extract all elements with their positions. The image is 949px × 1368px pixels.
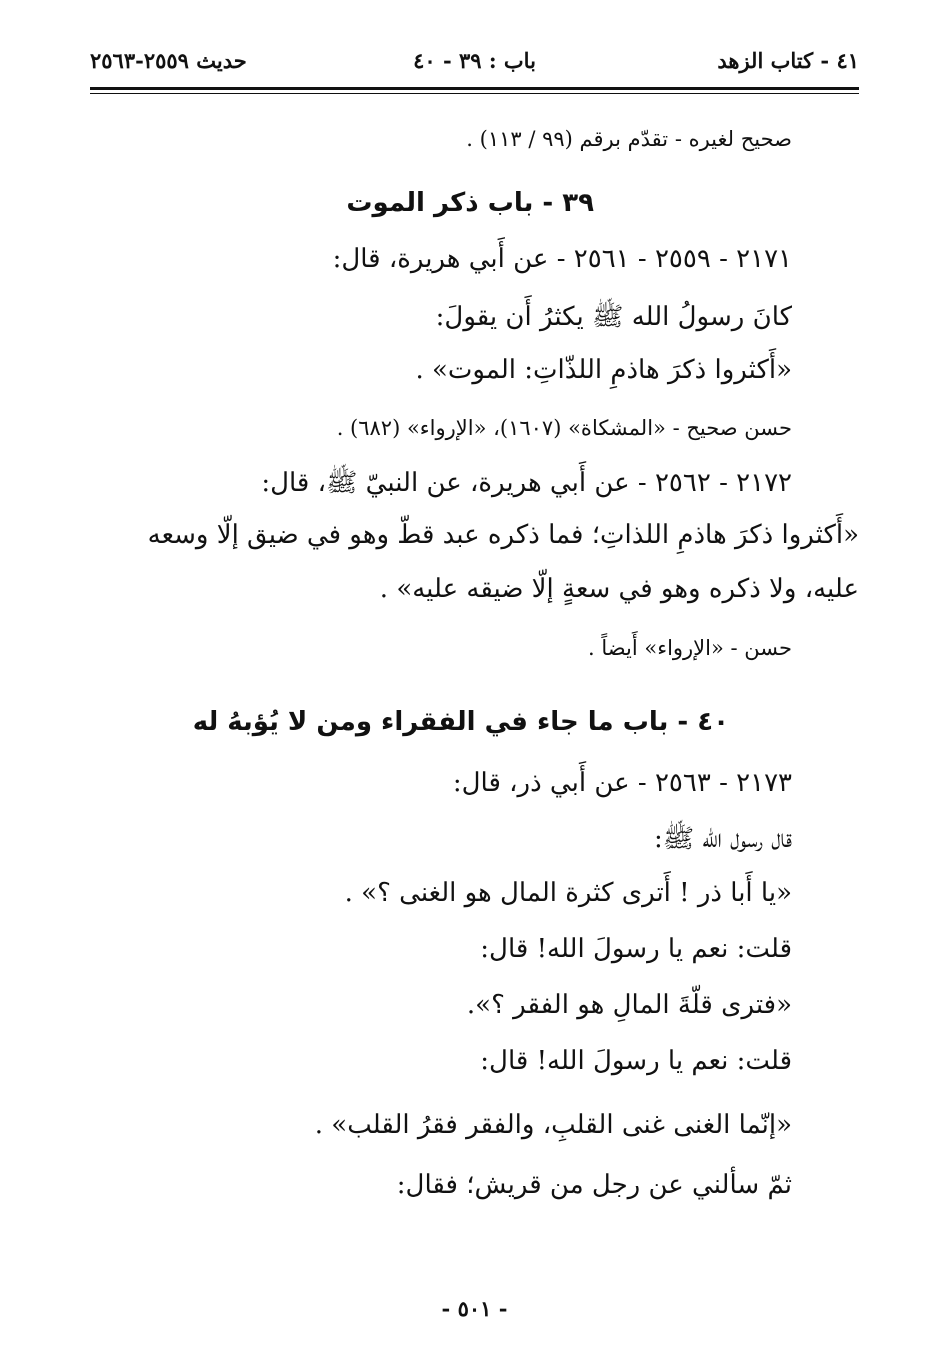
header-rule-thick <box>90 87 859 90</box>
header-book-title: ٤١ - كتاب الزهد <box>717 48 859 73</box>
hadith-2171-grading: حسن صحيح - «المشكاة» (١٦٠٧)، «الإرواء» (٦٨٢) . <box>336 416 792 440</box>
hadith-2171-intro: كانَ رسولُ الله ﷺ يكثرُ أَن يقولَ: <box>435 302 792 332</box>
hadith-2172-text-line1: «أَكثروا ذكرَ هاذمِ اللذاتِ؛ فما ذكره عبد قطّ وهو في ضيق إلّا وسعه <box>147 520 859 550</box>
hadith-2173-reply2: قلت: نعم يا رسولَ الله! قال: <box>480 1046 792 1076</box>
hadith-2172-isnad: ٢١٧٢ - ٢٥٦٢ - عن أَبي هريرة، عن النبيّ ﷺ، قال: <box>261 468 792 498</box>
hadith-2173-isnad: ٢١٧٣ - ٢٥٦٣ - عن أَبي ذر، قال: <box>452 768 792 798</box>
running-header <box>90 44 859 84</box>
hadith-2173-question1: «يا أَبا ذر ! أَترى كثرة المال هو الغنى ؟» . <box>344 878 792 908</box>
hadith-2173-intro: قال رسول الله ﷺ: <box>654 824 792 854</box>
hadith-2171-text: «أَكثروا ذكرَ هاذمِ اللذّاتِ: الموت» . <box>415 355 792 385</box>
header-rule-thin <box>90 93 859 94</box>
grading-note: صحيح لغيره - تقدّم برقم (٩٩ / ١١٣) . <box>466 127 792 151</box>
hadith-2172-grading: حسن - «الإرواء» أَيضاً . <box>588 636 792 660</box>
header-chapter-range: باب : ٣٩ - ٤٠ <box>413 48 536 73</box>
page-number: - ٥٠١ - <box>441 1296 508 1321</box>
hadith-2173-question2: «فترى قلّةَ المالِ هو الفقر ؟». <box>466 990 792 1020</box>
hadith-2172-text-line2: عليه، ولا ذكره وهو في سعةٍ إلّا ضيقه عليه» . <box>379 574 859 604</box>
chapter-title-39: ٣٩ - باب ذكر الموت <box>346 188 594 218</box>
hadith-2173-reply1: قلت: نعم يا رسولَ الله! قال: <box>480 934 792 964</box>
chapter-title-40: ٤٠ - باب ما جاء في الفقراء ومن لا يُؤبهُ له <box>192 707 729 737</box>
hadith-2173-continuation: ثمّ سألني عن رجل من قريش؛ فقال: <box>396 1170 792 1200</box>
hadith-2171-isnad: ٢١٧١ - ٢٥٥٩ - ٢٥٦١ - عن أَبي هريرة، قال: <box>332 244 792 274</box>
hadith-2173-saying: «إنّما الغنى غنى القلبِ، والفقر فقرُ القلب» . <box>314 1110 792 1140</box>
header-hadith-range: حديث ٢٥٥٩-٢٥٦٣ <box>90 48 247 73</box>
